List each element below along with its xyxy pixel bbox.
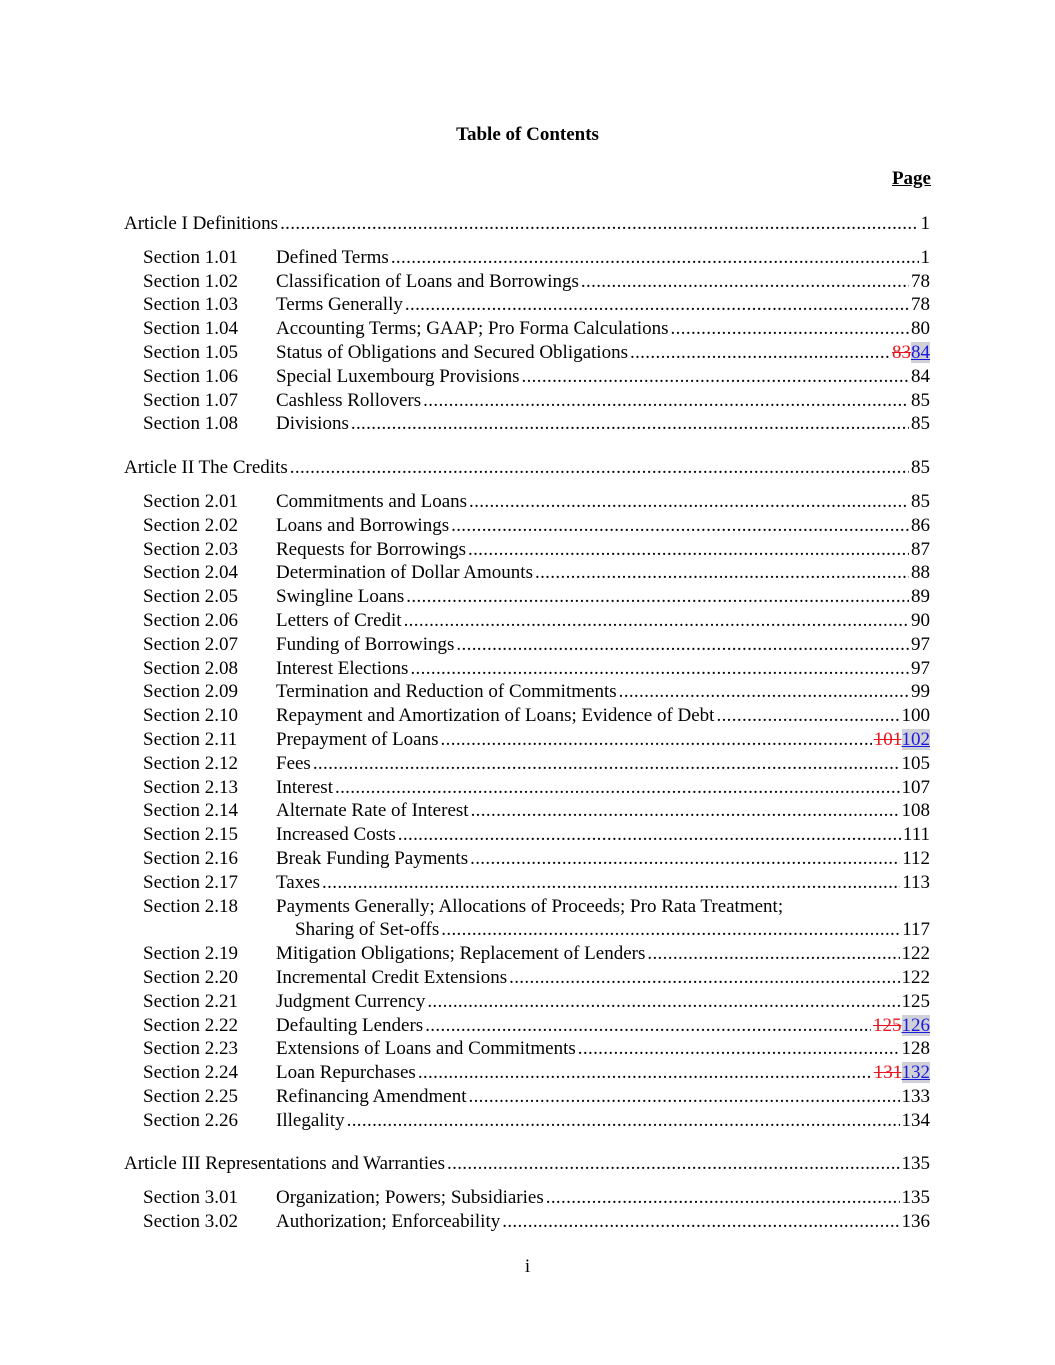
section-title: Break Funding Payments <box>276 847 469 869</box>
dot-leader <box>521 365 909 389</box>
toc-section-entry[interactable] <box>124 942 930 966</box>
inserted-page-number[interactable]: 102 <box>901 728 930 750</box>
section-number: Section 2.05 <box>143 586 238 608</box>
section-number: Section 3.01 <box>143 1187 238 1209</box>
dot-leader <box>456 633 909 657</box>
section-number: Section 2.06 <box>143 609 238 631</box>
toc-section-entry[interactable] <box>124 1014 930 1038</box>
toc-section-entry[interactable] <box>124 657 930 681</box>
section-title: Requests for Borrowings <box>276 538 466 560</box>
page-number-cell: 133 <box>901 1085 930 1107</box>
dot-leader <box>322 871 900 895</box>
dot-leader <box>581 270 909 294</box>
page-number-cell: 86 <box>911 514 930 536</box>
toc-section-entry[interactable] <box>124 871 930 895</box>
dot-leader <box>410 657 909 681</box>
page-number: i <box>524 1256 531 1277</box>
section-number: Section 1.08 <box>143 413 238 435</box>
toc-article-entry[interactable] <box>124 1152 930 1176</box>
dot-leader <box>441 918 900 942</box>
dot-leader <box>578 1037 900 1061</box>
dot-leader <box>451 514 909 538</box>
dot-leader <box>716 704 899 728</box>
dot-leader <box>647 942 899 966</box>
dot-leader <box>619 680 909 704</box>
toc-section-entry[interactable] <box>124 514 930 538</box>
page-number-cell <box>874 728 930 752</box>
toc-article-entry[interactable] <box>124 212 930 236</box>
page-number-cell: 111 <box>902 824 930 846</box>
toc-section-entry[interactable] <box>124 246 930 270</box>
page-number-cell: 97 <box>911 633 930 655</box>
section-title: Judgment Currency <box>276 990 426 1012</box>
section-title: Accounting Terms; GAAP; Pro Forma Calculations <box>276 318 669 340</box>
section-number: Section 2.04 <box>143 562 238 584</box>
page-number-cell: 122 <box>901 943 930 965</box>
page-number-cell: 136 <box>901 1211 930 1233</box>
article-title: Article III Representations and Warranties <box>124 1153 445 1175</box>
toc-section-entry[interactable] <box>124 389 930 413</box>
dot-leader <box>509 966 899 990</box>
page-number-cell: 135 <box>901 1187 930 1209</box>
page-number-cell: 105 <box>901 752 930 774</box>
toc-section-entry[interactable] <box>124 1085 930 1109</box>
inserted-page-number[interactable]: 84 <box>911 341 930 363</box>
dot-leader <box>418 1061 872 1085</box>
toc-section-entry[interactable] <box>124 1210 930 1234</box>
dot-leader <box>471 799 900 823</box>
page-number-cell <box>874 1061 930 1085</box>
page-number-cell: 108 <box>901 800 930 822</box>
section-title: Defaulting Lenders <box>276 1014 424 1036</box>
toc-section-entry[interactable] <box>124 490 930 514</box>
toc-section-entry[interactable] <box>124 847 930 871</box>
toc-section-entry[interactable] <box>124 1061 930 1085</box>
dot-leader <box>425 1014 871 1038</box>
dot-leader <box>290 456 909 480</box>
section-title: Loan Repurchases <box>276 1062 416 1084</box>
section-title: Taxes <box>276 871 321 893</box>
dot-leader <box>335 776 900 800</box>
section-number: Section 2.19 <box>143 943 238 965</box>
section-number: Section 2.20 <box>143 966 238 988</box>
section-title: Terms Generally <box>276 294 403 316</box>
section-title: Commitments and Loans <box>276 490 468 512</box>
toc-section-entry[interactable] <box>124 799 930 823</box>
section-title: Mitigation Obligations; Replacement of Lenders <box>276 943 646 965</box>
section-number: Section 2.18 <box>143 895 238 917</box>
toc-section-entry[interactable] <box>124 752 930 776</box>
section-number: Section 2.21 <box>143 990 238 1012</box>
section-number: Section 2.09 <box>143 681 238 703</box>
toc-section-entry[interactable] <box>124 1109 930 1133</box>
dot-leader <box>405 293 909 317</box>
section-title: Defined Terms <box>276 246 389 268</box>
section-number: Section 2.11 <box>143 728 238 750</box>
section-number: Section 2.16 <box>143 847 238 869</box>
section-number: Section 1.05 <box>143 341 238 363</box>
section-number: Section 2.15 <box>143 824 238 846</box>
toc-title: Table of Contents <box>456 124 599 145</box>
section-title: Classification of Loans and Borrowings <box>276 270 579 292</box>
page-number-cell <box>873 1014 930 1038</box>
toc-section-entry[interactable] <box>124 341 930 365</box>
toc-section-entry[interactable] <box>124 966 930 990</box>
toc-section-entry[interactable] <box>124 895 930 919</box>
deleted-page-number: 83 <box>892 341 911 363</box>
page-column-header: Page <box>891 168 931 189</box>
page-number-cell: 134 <box>901 1109 930 1131</box>
page-number-cell: 85 <box>911 413 930 435</box>
dot-leader <box>469 490 909 514</box>
toc-section-continuation[interactable] <box>124 918 930 942</box>
toc-section-entry[interactable] <box>124 728 930 752</box>
page-number-cell: 85 <box>911 457 930 479</box>
dot-leader <box>404 609 909 633</box>
dot-leader <box>347 1109 900 1133</box>
dot-leader <box>280 212 918 236</box>
dot-leader <box>398 823 901 847</box>
page-number-cell: 89 <box>911 586 930 608</box>
section-title: Determination of Dollar Amounts <box>276 562 533 584</box>
dot-leader <box>313 752 900 776</box>
toc-section-entry[interactable] <box>124 1037 930 1061</box>
section-title: Interest <box>276 776 333 798</box>
page-number-cell: 135 <box>901 1153 930 1175</box>
page-number-cell: 97 <box>911 657 930 679</box>
section-title: Interest Elections <box>276 657 409 679</box>
section-title: Extensions of Loans and Commitments <box>276 1038 576 1060</box>
page-number-cell: 85 <box>911 389 930 411</box>
section-number: Section 2.13 <box>143 776 238 798</box>
dot-leader <box>406 585 909 609</box>
section-title: Swingline Loans <box>276 586 405 608</box>
section-number: Section 2.14 <box>143 800 238 822</box>
section-title: Authorization; Enforceability <box>276 1211 501 1233</box>
page-number-cell: 1 <box>920 213 930 234</box>
section-number: Section 2.01 <box>143 490 238 512</box>
section-number: Section 3.02 <box>143 1211 238 1233</box>
section-title: Funding of Borrowings <box>276 633 455 655</box>
article-title: Article II The Credits <box>124 457 288 479</box>
page-number-cell: 85 <box>911 490 930 512</box>
page-number-cell: 122 <box>901 966 930 988</box>
inserted-page-number[interactable]: 132 <box>901 1062 930 1084</box>
dot-leader <box>427 990 899 1014</box>
page-number-cell: 1 <box>920 246 930 268</box>
toc-article-entry[interactable] <box>124 456 930 480</box>
section-title: Status of Obligations and Secured Obligations <box>276 341 628 363</box>
dot-leader <box>351 412 909 436</box>
section-number: Section 2.26 <box>143 1109 238 1131</box>
toc-section-entry[interactable] <box>124 680 930 704</box>
section-title: Special Luxembourg Provisions <box>276 365 520 387</box>
page-number-cell: 90 <box>911 609 930 631</box>
dot-leader <box>546 1186 900 1210</box>
inserted-page-number[interactable]: 126 <box>901 1014 930 1036</box>
toc-section-entry[interactable] <box>124 823 930 847</box>
page-number-cell: 78 <box>911 294 930 316</box>
page-number-cell: 100 <box>901 705 930 727</box>
article-title: Article I Definitions <box>124 213 279 234</box>
page-number-cell <box>892 341 930 365</box>
page-number-cell: 128 <box>901 1038 930 1060</box>
section-number: Section 2.22 <box>143 1014 238 1036</box>
section-title: Illegality <box>276 1109 345 1131</box>
toc-section-entry[interactable] <box>124 609 930 633</box>
section-number: Section 2.03 <box>143 538 238 560</box>
section-number: Section 1.04 <box>143 318 238 340</box>
page-number-cell: 87 <box>911 538 930 560</box>
section-title: Loans and Borrowings <box>276 514 450 536</box>
dot-leader <box>502 1210 899 1234</box>
toc-section-entry[interactable] <box>124 412 930 436</box>
section-number: Section 1.06 <box>143 365 238 387</box>
section-title: Letters of Credit <box>276 609 402 631</box>
toc-section-entry[interactable] <box>124 538 930 562</box>
page-number-cell: 117 <box>902 919 930 941</box>
section-number: Section 2.12 <box>143 752 238 774</box>
deleted-page-number: 125 <box>873 1014 902 1036</box>
toc-section-entry[interactable] <box>124 561 930 585</box>
section-number: Section 2.25 <box>143 1085 238 1107</box>
toc-section-entry[interactable] <box>124 776 930 800</box>
section-title: Refinancing Amendment <box>276 1085 467 1107</box>
section-number: Section 2.17 <box>143 871 238 893</box>
toc-section-entry[interactable] <box>124 293 930 317</box>
dot-leader <box>441 728 872 752</box>
page-number-cell: 80 <box>911 318 930 340</box>
dot-leader <box>468 538 909 562</box>
section-number: Section 2.24 <box>143 1062 238 1084</box>
toc-section-entry[interactable] <box>124 270 930 294</box>
toc-section-entry[interactable] <box>124 317 930 341</box>
section-number: Section 2.08 <box>143 657 238 679</box>
section-title: Divisions <box>276 413 349 435</box>
section-number: Section 1.07 <box>143 389 238 411</box>
section-title: Increased Costs <box>276 824 396 846</box>
section-title: Incremental Credit Extensions <box>276 966 508 988</box>
section-title: Organization; Powers; Subsidiaries <box>276 1187 544 1209</box>
page-number-cell: 88 <box>911 562 930 584</box>
toc-section-entry[interactable] <box>124 365 930 389</box>
section-title: Cashless Rollovers <box>276 389 422 411</box>
dot-leader <box>630 341 890 365</box>
toc-section-entry[interactable] <box>124 585 930 609</box>
toc-section-entry[interactable] <box>124 990 930 1014</box>
page-number-cell: 78 <box>911 270 930 292</box>
toc-section-entry[interactable] <box>124 633 930 657</box>
section-number: Section 1.03 <box>143 294 238 316</box>
section-title: Prepayment of Loans <box>276 728 439 750</box>
section-number: Section 2.02 <box>143 514 238 536</box>
page-number-cell: 113 <box>902 871 930 893</box>
dot-leader <box>671 317 909 341</box>
dot-leader <box>535 561 909 585</box>
page-number-cell: 107 <box>901 776 930 798</box>
section-number: Section 2.23 <box>143 1038 238 1060</box>
section-title: Repayment and Amortization of Loans; Evidence of Debt <box>276 705 715 727</box>
dot-leader <box>447 1152 900 1176</box>
page-number-cell: 125 <box>901 990 930 1012</box>
dot-leader <box>468 1085 899 1109</box>
section-title: Alternate Rate of Interest <box>276 800 469 822</box>
section-number: Section 2.07 <box>143 633 238 655</box>
deleted-page-number: 131 <box>873 1062 902 1084</box>
dot-leader <box>470 847 900 871</box>
deleted-page-number: 101 <box>873 728 902 750</box>
table-of-contents <box>124 212 930 1234</box>
page-number-cell: 84 <box>911 365 930 387</box>
dot-leader <box>423 389 909 413</box>
page-number-cell: 112 <box>902 847 930 869</box>
toc-section-entry[interactable] <box>124 1186 930 1210</box>
section-number: Section 1.01 <box>143 246 238 268</box>
section-number: Section 1.02 <box>143 270 238 292</box>
section-title: Termination and Reduction of Commitments <box>276 681 617 703</box>
toc-section-entry[interactable] <box>124 704 930 728</box>
section-title-continuation: Sharing of Set-offs <box>295 919 440 941</box>
section-title: Fees <box>276 752 311 774</box>
page-number-cell: 99 <box>911 681 930 703</box>
section-title: Payments Generally; Allocations of Proceeds; Pro Rata Treatment; <box>276 895 784 917</box>
dot-leader <box>391 246 919 270</box>
section-number: Section 2.10 <box>143 705 238 727</box>
